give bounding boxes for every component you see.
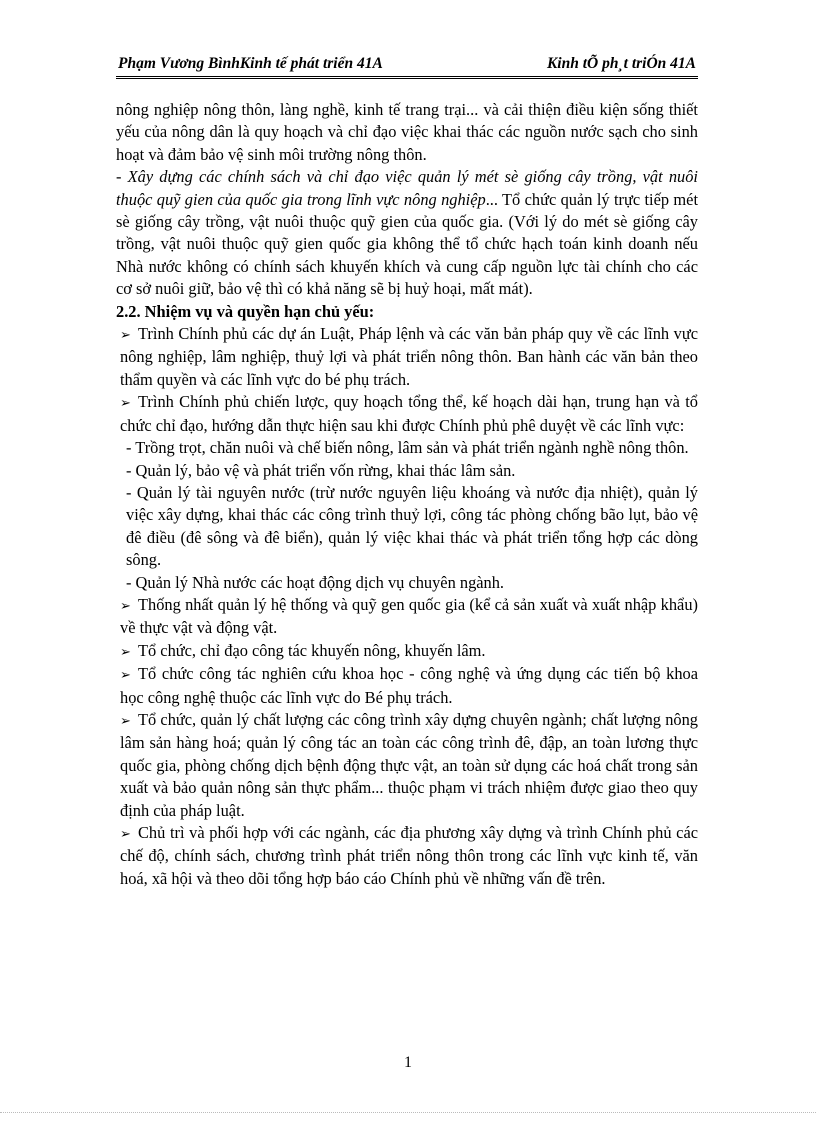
arrow-bullet-icon: ➢ xyxy=(120,712,131,728)
dash-item: - Quản lý, bảo vệ và phát triển vốn rừng, khai thác lâm sản. xyxy=(126,460,516,480)
paragraph: nông nghiệp nông thôn, làng nghề, kinh tế trang trại... và cải thiện điều kiện sống thiết yếu của nông dân là quy hoạch và chỉ đạo việc khai thác các nguồn nước sạch cho sinh hoạt và đảm bảo vệ sinh môi trường nông thôn. xyxy=(116,100,698,164)
bullet-text: Tổ chức công tác nghiên cứu khoa học - công nghệ và ứng dụng các tiến bộ khoa học công nghệ thuộc các lĩnh vực do Bé phụ trách. xyxy=(120,664,698,707)
bullet-item xyxy=(116,709,698,822)
dash-item: - Trồng trọt, chăn nuôi và chế biến nông, lâm sản và phát triển ngành nghề nông thôn. xyxy=(126,438,689,458)
paragraph-text: ... Tổ chức quản lý trực tiếp mét sè giống cây trồng, vật nuôi thuộc quỹ gien của quốc gia. (Với lý do mét sè giống cây trồng, vật nuôi thuộc quỹ gien quốc gia không thể tổ chức hạch toán kinh doanh nếu Nhà nước không có chính sách khuyến khích và cung cấp nguồn lực tài chính cho các cơ sở nuôi giữ, bảo vệ thì có khả năng sẽ bị huỷ hoại, mất mát). xyxy=(116,189,698,299)
dash-item: - Quản lý Nhà nước các hoạt động dịch vụ chuyên ngành. xyxy=(126,572,505,592)
arrow-bullet-icon: ➢ xyxy=(120,667,131,683)
header-right-text: Kinh tÕ ph¸t triÓn 41A xyxy=(546,55,696,72)
page-header xyxy=(116,52,698,79)
arrow-bullet-icon: ➢ xyxy=(120,597,131,613)
bullet-item xyxy=(116,640,698,663)
paragraph xyxy=(116,166,698,300)
bullet-item xyxy=(116,663,698,709)
bullet-text: Chủ trì và phối hợp với các ngành, các địa phương xây dựng và trình Chính phủ các chế độ, chính sách, chương trình phát triển nông thôn trong các lĩnh vực kinh tế, văn hoá, xã hội và theo dõi tổng hợp báo cáo Chính phủ về những vấn đề trên. xyxy=(120,823,698,888)
bullet-item xyxy=(116,594,698,640)
dash-item: - Quản lý tài nguyên nước (trừ nước nguyên liệu khoáng và nước địa nhiệt), quản lý việc xây dựng, khai thác các công trình thuỷ lợi, công tác phòng chống bão lụt, bảo vệ đê điều (đê sông và đê biển), quản lý việc khai thác và phát triển tổng hợp các dòng sông. xyxy=(126,482,698,570)
bullet-text: Thống nhất quản lý hệ thống và quỹ gen quốc gia (kể cả sản xuất và xuất nhập khẩu) về thực vật và động vật. xyxy=(120,594,698,638)
arrow-bullet-icon: ➢ xyxy=(120,327,131,343)
page-bottom-divider xyxy=(0,1112,816,1113)
arrow-bullet-icon: ➢ xyxy=(120,395,131,411)
bullet-text: Tổ chức, quản lý chất lượng các công trình xây dựng chuyên ngành; chất lượng nông lâm sản hàng hoá; quản lý công tác an toàn các công trình đê, đập, an toàn lương thực quốc gia, phòng chống dịch bệnh động thực vật, an toàn sử dụng các hoá chất trong sản xuất và bảo quản nông sản thực phẩm... thuộc phạm vi trách nhiệm được giao theo quy định của pháp luật. xyxy=(120,709,698,820)
bullet-item xyxy=(116,391,698,437)
header-left-text: Phạm Vương BìnhKinh tế phát triển 41A xyxy=(118,55,383,72)
document-body xyxy=(116,99,698,890)
bullet-item xyxy=(116,323,698,391)
bullet-item xyxy=(116,822,698,890)
page-number: 1 xyxy=(404,1054,412,1071)
bullet-text: Trình Chính phủ chiến lược, quy hoạch tổng thể, kế hoạch dài hạn, trung hạn và tổ chức chỉ đạo, hướng dẫn thực hiện sau khi được Chính phủ phê duyệt về các lĩnh vực: xyxy=(120,392,698,435)
bullet-text: Trình Chính phủ các dự án Luật, Pháp lệnh và các văn bản pháp quy về các lĩnh vực nông nghiệp, lâm nghiệp, thuỷ lợi và phát triển nông thôn. Ban hành các văn bản theo thẩm quyền và các lĩnh vực do bé phụ trách. xyxy=(120,324,698,389)
bullet-text: Tổ chức, chỉ đạo công tác khuyến nông, khuyến lâm. xyxy=(138,640,486,660)
arrow-bullet-icon: ➢ xyxy=(120,643,131,659)
section-heading: 2.2. Nhiệm vụ và quyền hạn chủ yếu: xyxy=(116,301,375,321)
arrow-bullet-icon: ➢ xyxy=(120,826,131,841)
italic-text: - Xây dựng các chính sách và chỉ đạo việc quản lý mét sè giống cây trồng, vật nuôi thuộc quỹ gien của quốc gia trong lĩnh vực nông nghiệp xyxy=(116,167,698,209)
